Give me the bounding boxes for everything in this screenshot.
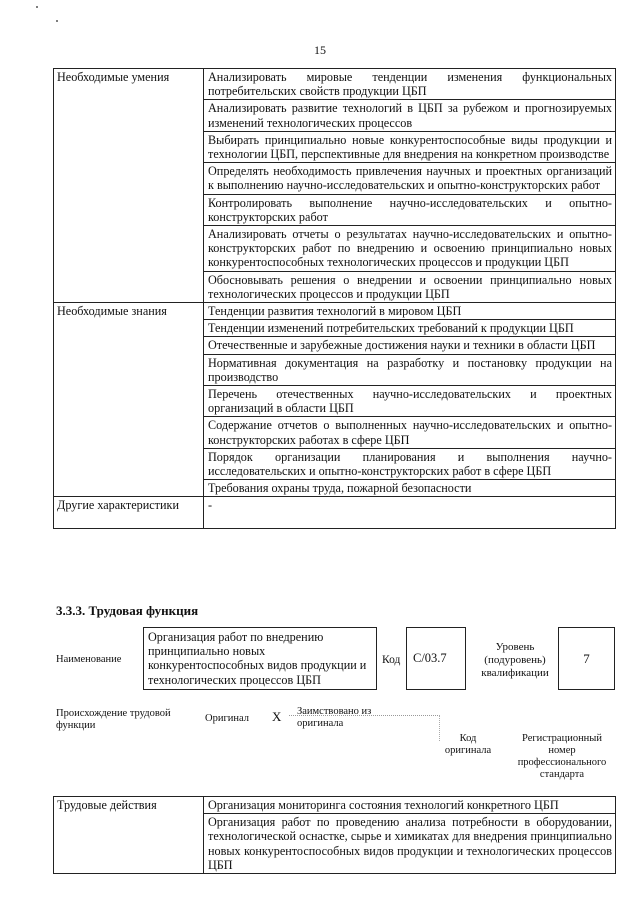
knowledge-item: Нормативная документация на разработку и постановку продукции на производство bbox=[204, 354, 616, 385]
section-title: 3.3.3. Трудовая функция bbox=[56, 603, 199, 618]
knowledge-item: Отечественные и зарубежные достижения науки и техники в области ЦБП bbox=[204, 337, 616, 354]
table-row bbox=[54, 303, 616, 320]
other-label: Другие характеристики bbox=[54, 497, 204, 529]
skill-item: Определять необходимость привлечения научных и проектных организаций к выполнению научно-исследовательских и опытно-конструкторских работ bbox=[204, 163, 616, 194]
skill-item: Анализировать отчеты о результатах научно-исследовательских и опытно-конструкторских работ по внедрению и освоению принципиально новых конкурентоспособных технологических процессов и продукции ЦБП bbox=[204, 226, 616, 272]
skill-item: Анализировать мировые тенденции изменения функциональных потребительских свойств продукции ЦБП bbox=[204, 69, 616, 100]
reg-number-label: Регистрационный номер профессионального стандарта bbox=[517, 733, 607, 780]
knowledge-item: Порядок организации планирования и выполнения научно-исследовательских и опытно-конструкторских работ в сфере ЦБП bbox=[204, 448, 616, 479]
action-item: Организация работ по проведению анализа потребности в оборудовании, технологической оснастке, сырье и химикатах для внедрения принципиально новых конкурентоспособных видов продукции и технологических процессов ЦБП bbox=[204, 814, 616, 874]
original-mark: X bbox=[272, 709, 282, 724]
origin-label: Происхождение трудовой функции bbox=[56, 708, 171, 731]
function-name-box: Организация работ по внедрению принципиально новых конкурентоспособных видов продукции и технологических процессов ЦБП bbox=[143, 627, 377, 690]
table-row bbox=[54, 69, 616, 100]
action-item: Организация мониторинга состояния технологий конкретного ЦБП bbox=[204, 797, 616, 814]
knowledge-item: Требования охраны труда, пожарной безопасности bbox=[204, 480, 616, 497]
scan-speck bbox=[36, 6, 38, 8]
original-label: Оригинал bbox=[205, 713, 249, 724]
level-value-box: 7 bbox=[558, 627, 615, 690]
skill-item: Обосновывать решения о внедрении и освоении принципиально новых технологических процессов и продукции ЦБП bbox=[204, 271, 616, 302]
orig-code-label: Код оригинала bbox=[444, 733, 492, 756]
knowledge-item: Тенденции развития технологий в мировом ЦБП bbox=[204, 303, 616, 320]
requirements-table bbox=[53, 68, 616, 529]
skill-item: Контролировать выполнение научно-исследовательских и опытно-конструкторских работ bbox=[204, 194, 616, 225]
actions-table bbox=[53, 796, 616, 874]
knowledge-label: Необходимые знания bbox=[54, 303, 204, 497]
borrowed-label: Заимствовано из оригинала bbox=[297, 706, 372, 729]
actions-label: Трудовые действия bbox=[54, 797, 204, 874]
skill-item: Выбирать принципиально новые конкурентоспособные виды продукции и технологии ЦБП, перспективные для внедрения на конкретном производстве bbox=[204, 131, 616, 162]
name-label: Наименование bbox=[56, 654, 122, 665]
level-label: Уровень (подуровень) квалификации bbox=[481, 641, 549, 679]
knowledge-item: Тенденции изменений потребительских требований к продукции ЦБП bbox=[204, 320, 616, 337]
code-value-box: C/03.7 bbox=[406, 627, 466, 690]
scan-speck bbox=[56, 20, 58, 22]
other-value: - bbox=[204, 497, 616, 529]
skills-label: Необходимые умения bbox=[54, 69, 204, 303]
table-row bbox=[54, 497, 616, 529]
code-label: Код bbox=[382, 654, 401, 666]
knowledge-item: Содержание отчетов о выполненных научно-исследовательских и опытно-конструкторских работах в сфере ЦБП bbox=[204, 417, 616, 448]
skill-item: Анализировать развитие технологий в ЦБП за рубежом и прогнозируемых изменений технологических процессов bbox=[204, 100, 616, 131]
page-number: 15 bbox=[314, 43, 326, 57]
table-row bbox=[54, 797, 616, 814]
knowledge-item: Перечень отечественных научно-исследовательских и проектных организаций в области ЦБП bbox=[204, 386, 616, 417]
